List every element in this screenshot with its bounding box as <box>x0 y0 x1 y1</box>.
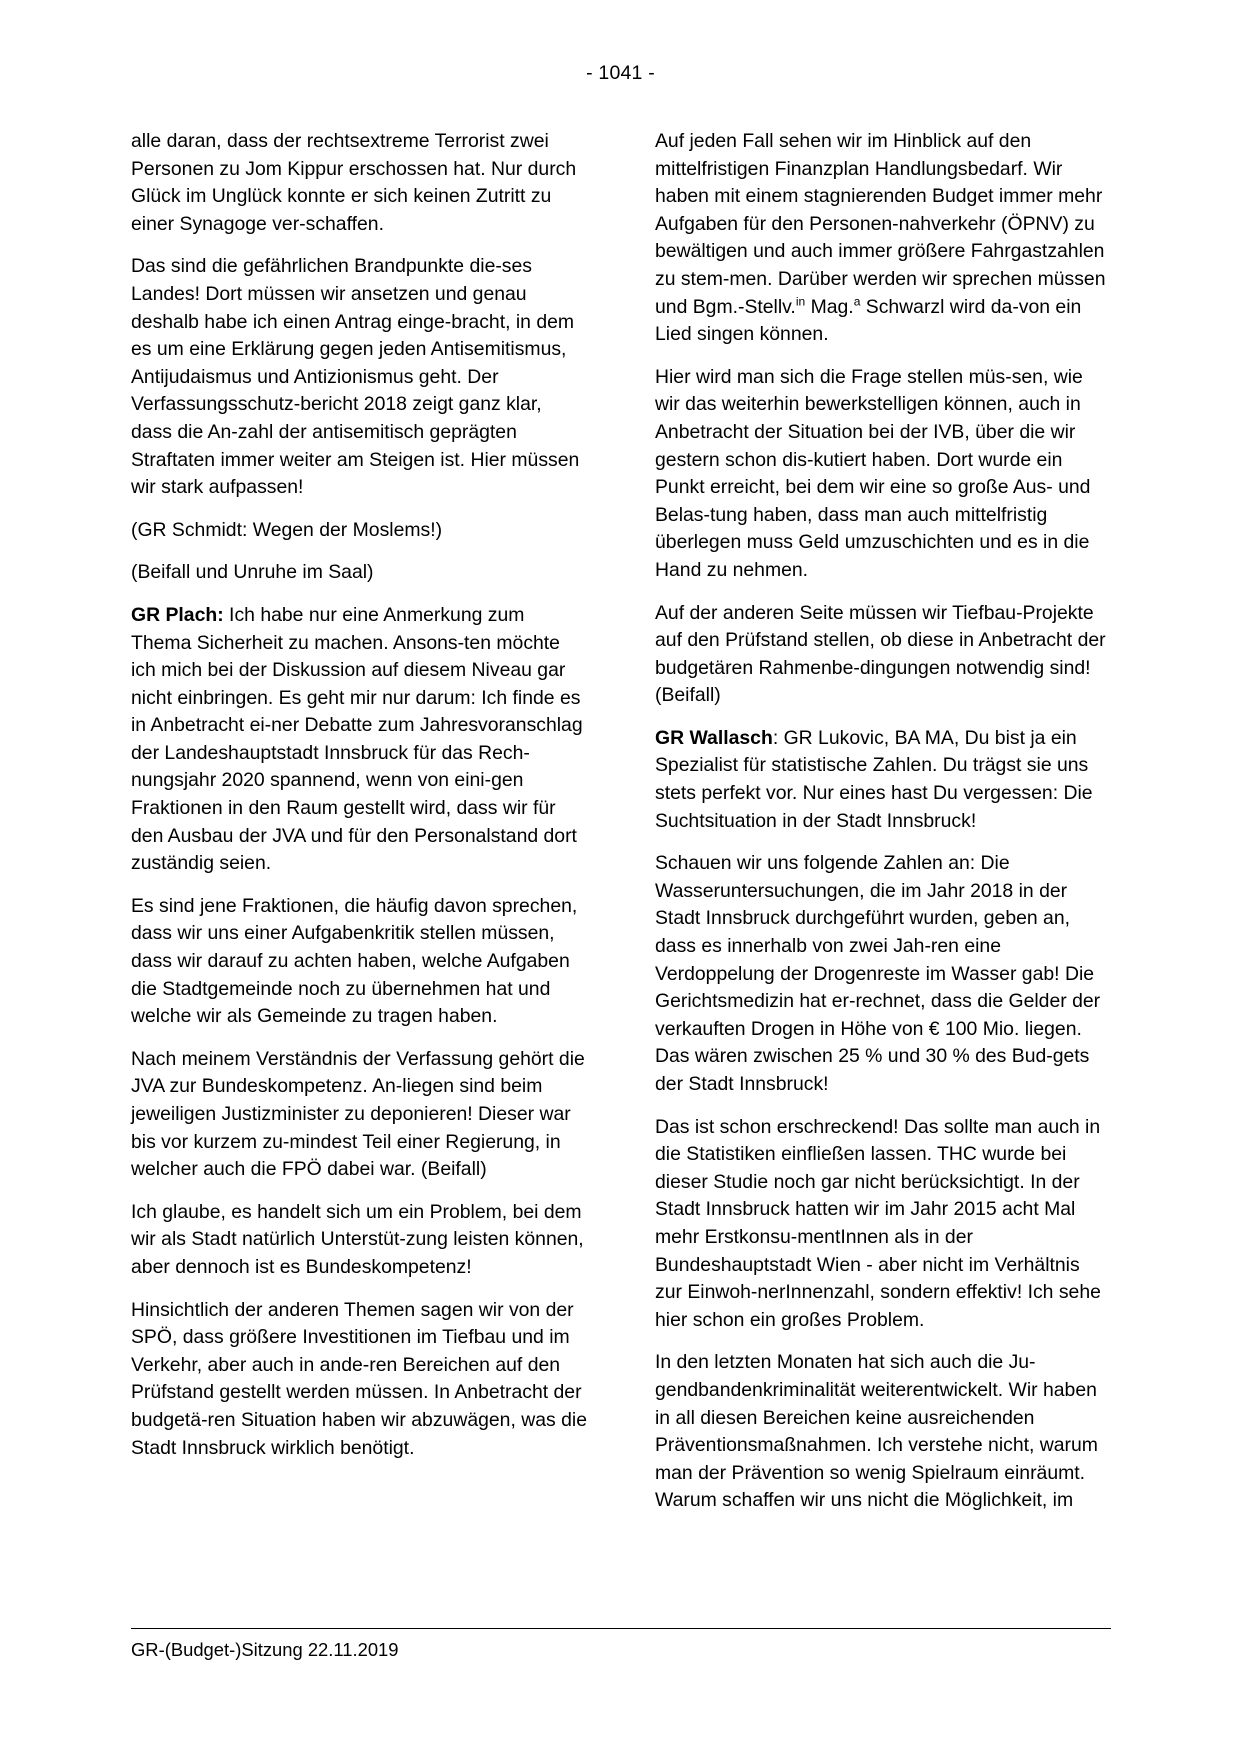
left-column <box>131 128 587 1515</box>
footer-divider <box>131 1628 1111 1629</box>
speech-text: Ich habe nur eine Anmerkung zum Thema Sicherheit zu machen. Ansons-ten möchte ich mich bei der Diskussion auf diesem Niveau gar nicht einbringen. Es geht mir nur darum: Ich finde es in Anbetracht ei-ner Debatte zum Jahresvoranschlag der Landeshauptstadt Innsbruck für das Rech-nungsjahr 2020 spannend, wenn von eini-gen Fraktionen in den Raum gestellt wird, dass wir für den Ausbau der JVA und für den Personalstand dort zuständig seien. <box>131 603 583 875</box>
speech-paragraph <box>655 725 1111 835</box>
paragraph: Das sind die gefährlichen Brandpunkte die-ses Landes! Dort müssen wir ansetzen und genau deshalb habe ich einen Antrag einge-bracht, in dem es um eine Erklärung gegen jeden Antisemitismus, Antijudaismus und Antizionismus geht. Der Verfassungsschutz-bericht 2018 zeigt ganz klar, dass die An-zahl der antisemitisch geprägten Straftaten immer weiter am Steigen ist. Hier müssen wir stark aufpassen! <box>131 255 580 499</box>
footer-label: GR-(Budget-)Sitzung 22.11.2019 <box>131 1639 399 1660</box>
paragraph-text-part: Mag. <box>805 295 854 318</box>
speech-paragraph <box>131 602 587 878</box>
paragraph: alle daran, dass der rechtsextreme Terrorist zwei Personen zu Jom Kippur erschossen hat. Nur durch Glück im Unglück konnte er sich keinen Zutritt zu einer Synagoge ver-schaffen. <box>131 130 577 235</box>
speaker-name: GR Wallasch <box>655 726 773 749</box>
interjection: (Beifall und Unruhe im Saal) <box>131 561 374 584</box>
paragraph: Hier wird man sich die Frage stellen müs-sen, wie wir das weiterhin bewerkstelligen können, auch in Anbetracht der Situation bei der IVB, über die wir gestern schon dis-kutiert haben. Dort wurde ein Punkt erreicht, bei dem wir eine so große Aus- und Belas-tung haben, dass man auch mittelfristig überlegen muss Geld umzuschichten und es in die Hand zu nehmen. <box>655 365 1091 581</box>
superscript-a: a <box>853 294 861 309</box>
speech-text: : GR Lukovic, BA MA, Du bist ja ein Spezialist für statistische Zahlen. Du trägst sie uns stets perfekt vor. Nur eines hast Du vergessen: Die Suchtsituation in der Stadt Innsbruck! <box>655 726 1093 832</box>
right-column <box>655 128 1111 1515</box>
paragraph: Hinsichtlich der anderen Themen sagen wir von der SPÖ, dass größere Investitionen im Tiefbau und im Verkehr, aber auch in ande-ren Bereichen auf den Prüfstand gestellt werden müssen. In Anbetracht der budgetä-ren Situation haben wir abzuwägen, was die Stadt Innsbruck wirklich benötigt. <box>131 1298 587 1459</box>
two-column-body <box>131 128 1111 1515</box>
speaker-name: GR Plach: <box>131 603 224 626</box>
paragraph-text-part: Schwarzl wird da-von ein Lied singen können. <box>655 295 1082 346</box>
paragraph: Schauen wir uns folgende Zahlen an: Die Wasseruntersuchungen, die im Jahr 2018 in der Stadt Innsbruck durchgeführt wurden, geben an, dass es innerhalb von zwei Jah-ren eine Verdoppelung der Drogenreste im Wasser gab! Die Gerichtsmedizin hat er-rechnet, dass die Gelder der verkauften Drogen in Höhe von € 100 Mio. liegen. Das wären zwischen 25 % und 30 % des Bud-gets der Stadt Innsbruck! <box>655 852 1101 1095</box>
superscript-in: in <box>795 294 806 309</box>
paragraph: In den letzten Monaten hat sich auch die Ju-gendbandenkriminalität weiterentwickelt. Wir haben in all diesen Bereichen keine ausreichenden Präventionsmaßnahmen. Ich verstehe nicht, warum man der Prävention so wenig Spielraum einräumt. Warum schaffen wir uns nicht die Möglichkeit, im <box>655 1351 1098 1512</box>
paragraph-text-part: Auf jeden Fall sehen wir im Hinblick auf den mittelfristigen Finanzplan Handlungsbedarf. Wir haben mit einem stagnierenden Budget immer mehr Aufgaben für den Personen-nahverkehr (ÖPNV) zu bewältigen und auch immer größere Fahrgastzahlen zu stem-men. Darüber werden wir sprechen müssen und Bgm.-Stellv. <box>655 130 1106 318</box>
paragraph: Auf der anderen Seite müssen wir Tiefbau-Projekte auf den Prüfstand stellen, ob diese in Anbetracht der budgetären Rahmenbe-dingungen notwendig sind! (Beifall) <box>655 601 1106 707</box>
paragraph: Es sind jene Fraktionen, die häufig davon sprechen, dass wir uns einer Aufgabenkritik stellen müssen, dass wir darauf zu achten haben, welche Aufgaben die Stadtgemeinde noch zu übernehmen hat und welche wir als Gemeinde zu tragen haben. <box>131 894 578 1028</box>
paragraph: Das ist schon erschreckend! Das sollte man auch in die Statistiken einfließen lassen. THC wurde bei dieser Studie noch gar nicht berücksichtigt. In der Stadt Innsbruck hatten wir im Jahr 2015 acht Mal mehr Erstkonsu-mentInnen als in der Bundeshauptstadt Wien - aber nicht im Verhältnis zur Einwoh-nerInnenzahl, sondern effektiv! Ich sehe hier schon ein großes Problem. <box>655 1115 1101 1331</box>
paragraph: Nach meinem Verständnis der Verfassung gehört die JVA zur Bundeskompetenz. An-liegen sind beim jeweiligen Justizminister zu deponieren! Dieser war bis vor kurzem zu-mindest Teil einer Regierung, in welcher auch die FPÖ dabei war. (Beifall) <box>131 1047 585 1181</box>
page-number: - 1041 - <box>586 62 655 84</box>
paragraph <box>655 128 1111 349</box>
interjection: (GR Schmidt: Wegen der Moslems!) <box>131 518 443 541</box>
paragraph: Ich glaube, es handelt sich um ein Problem, bei dem wir als Stadt natürlich Unterstüt-zung leisten können, aber dennoch ist es Bundeskompetenz! <box>131 1200 584 1278</box>
